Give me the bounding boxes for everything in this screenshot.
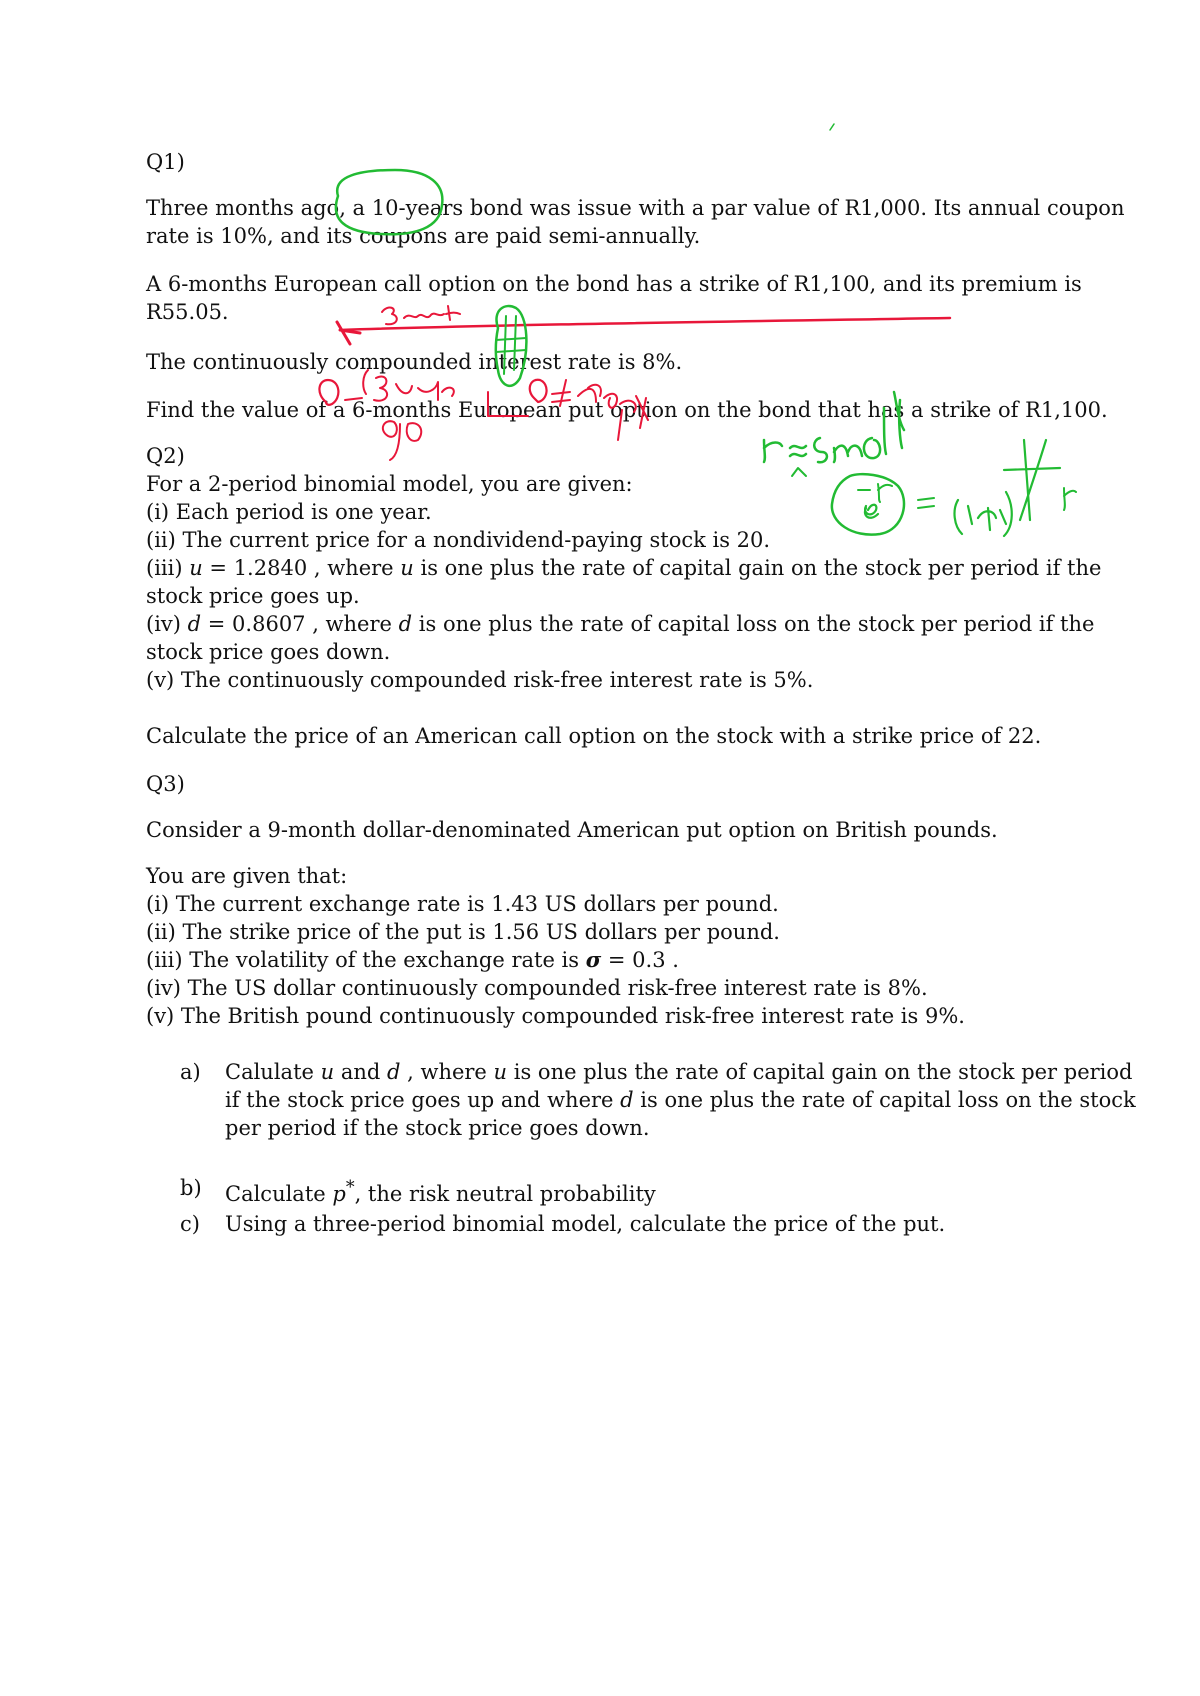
q2-iii-value: = 1.2840 , where [202, 556, 401, 580]
q1-para1-line1: Three months ago, a 10-years bond was issue with a par value of R1,000. Its annual coupon [146, 196, 1125, 220]
q3-iii-value: = 0.3 . [601, 948, 679, 972]
q2-item-iv-line2: stock price goes down. [146, 640, 391, 664]
green-hash-circle [496, 306, 527, 386]
stray-pen-mark [830, 124, 834, 130]
green-circled-exp [832, 474, 904, 534]
red-tick-paren [363, 370, 368, 394]
q3-heading: Q3) [146, 772, 185, 796]
q2-intro: For a 2-period binomial model, you are given: [146, 472, 633, 496]
red-3mths-scribble [374, 377, 454, 401]
q3-b-star: * [345, 1178, 355, 1198]
q1-para1-line2: rate is 10%, and its coupons are paid semi-annually. [146, 224, 701, 248]
q3-a-text4: is one plus the rate of capital gain on the stock per period [507, 1060, 1133, 1084]
red-line-annotation [340, 318, 950, 330]
q2-iii-u: u [189, 556, 203, 580]
q2-iii-desc: is one plus the rate of capital gain on the stock per period if the [413, 556, 1102, 580]
green-exponent-r [1064, 488, 1076, 510]
q2-iv-d: d [187, 612, 202, 636]
green-paren-expr [955, 492, 1012, 536]
q2-item-ii: (ii) The current price for a nondividend-paying stock is 20. [146, 528, 771, 552]
q3-a-text3: , where [400, 1060, 494, 1084]
q3-b-text2: , the risk neutral probability [354, 1182, 656, 1206]
q3-a-d2: d [620, 1088, 634, 1112]
green-equals [918, 498, 934, 508]
q1-para3-text: The continuously compounded interest rate is 8%. [146, 350, 683, 374]
q2-question-text: Calculate the price of an American call option on the stock with a strike price of 22. [146, 724, 1042, 748]
q3-item-i: (i) The current exchange rate is 1.43 US dollars per pound. [146, 892, 779, 916]
q2-iv-label: (iv) [146, 612, 188, 636]
red-zero-circle [319, 380, 338, 405]
red-dash [345, 398, 362, 400]
q3-a-u: u [320, 1060, 335, 1084]
green-exp-e [865, 505, 878, 518]
q3-iii-sigma: σ [585, 947, 602, 972]
q1-para2-line2: R55.05. [146, 300, 229, 324]
q3-intro-text: Consider a 9-month dollar-denominated American put option on British pounds. [146, 818, 998, 842]
red-today-scribble [578, 385, 648, 428]
q3-part-b-label: b) [180, 1176, 202, 1200]
q3-part-c-label: c) [180, 1212, 200, 1236]
q1-heading: Q1) [146, 150, 185, 174]
q3-a-d: d [386, 1060, 401, 1084]
red-arrow-mark [337, 322, 360, 344]
green-exp-superscript [858, 484, 892, 502]
q2-heading: Q2) [146, 444, 185, 468]
q3-b-text1: Calculate [225, 1182, 333, 1206]
red-ago-scribble [383, 421, 421, 460]
q3-item-iv: (iv) The US dollar continuously compounded risk-free interest rate is 8%. [146, 976, 928, 1000]
green-hat-mark [792, 468, 806, 476]
q2-iv-value: = 0.8607 , where [201, 612, 399, 636]
q3-part-a-line3: per period if the stock price goes down. [225, 1116, 650, 1140]
q2-iii-u2: u [400, 556, 414, 580]
q1-para2-line1: A 6-months European call option on the bond has a strike of R1,100, and its premium is [146, 272, 1082, 296]
q3-a-text2: and [334, 1060, 387, 1084]
green-r-approx-small [764, 392, 904, 462]
q1-para4-text: Find the value of a 6-months European put option on the bond that has a strike of R1,100. [146, 398, 1108, 422]
q3-item-ii: (ii) The strike price of the put is 1.56 US dollars per pound. [146, 920, 780, 944]
q3-a-text5: if the stock price goes up and where [225, 1088, 621, 1112]
red-zero-today [530, 380, 547, 402]
q2-item-iii-line2: stock price goes up. [146, 584, 360, 608]
red-3months-scribble [382, 306, 460, 324]
q2-iv-desc: is one plus the rate of capital loss on the stock per period if the [412, 612, 1095, 636]
q3-given-heading: You are given that: [146, 864, 348, 888]
red-box-european [488, 392, 528, 416]
q2-item-i: (i) Each period is one year. [146, 500, 432, 524]
q3-item-v: (v) The British pound continuously compounded risk-free interest rate is 9%. [146, 1004, 965, 1028]
q3-iii-text: (iii) The volatility of the exchange rate is [146, 948, 586, 972]
q2-item-v: (v) The continuously compounded risk-free interest rate is 5%. [146, 668, 814, 692]
q3-b-p: p [332, 1182, 346, 1206]
q3-a-text1: Calulate [225, 1060, 321, 1084]
q3-part-a-label: a) [180, 1060, 201, 1084]
q3-a-text6: is one plus the rate of capital loss on the stock [633, 1088, 1136, 1112]
green-circle-annotation [336, 170, 442, 234]
q2-iv-d2: d [398, 612, 413, 636]
q3-part-c-text: Using a three-period binomial model, calculate the price of the put. [225, 1212, 946, 1236]
q3-a-u2: u [493, 1060, 508, 1084]
q2-iii-label: (iii) [146, 556, 190, 580]
